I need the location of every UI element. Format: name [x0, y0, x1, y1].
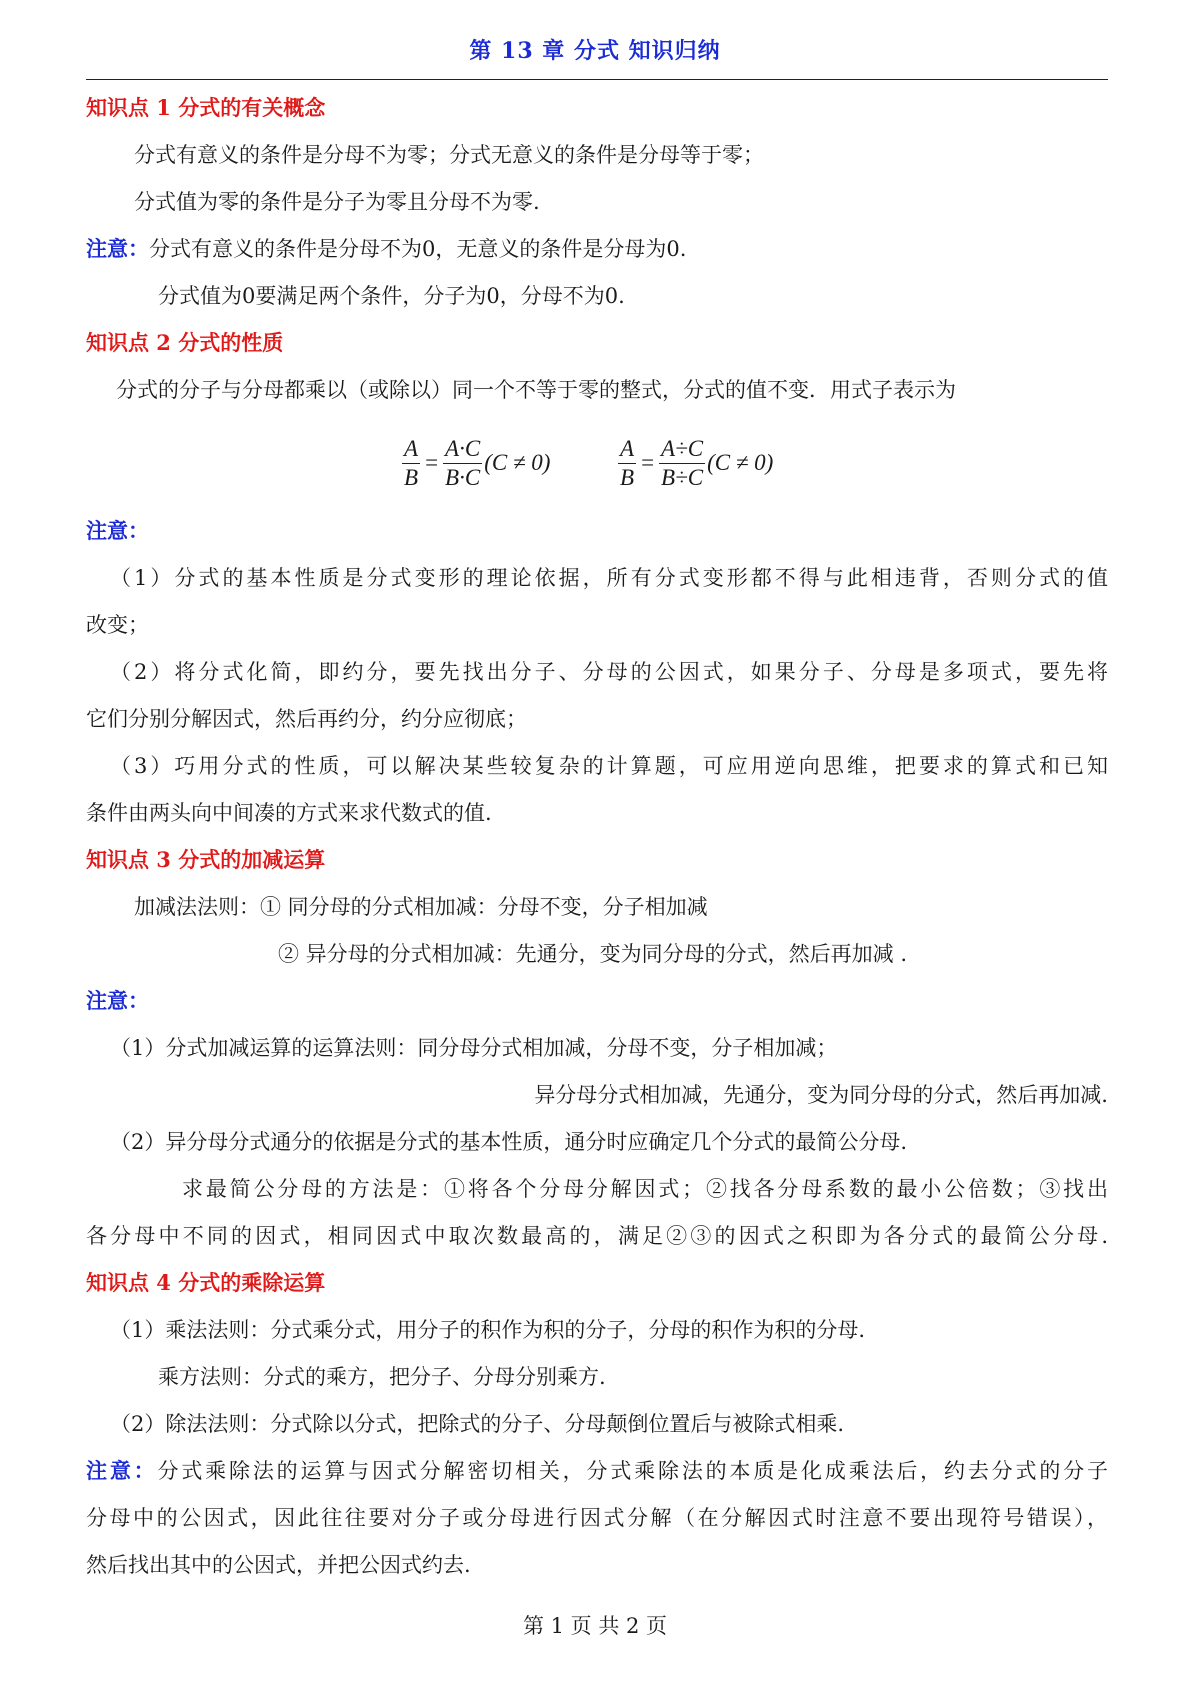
paragraph-continued: 各分母中不同的因式，相同因式中取次数最高的，满足②③的因式之积即为各分式的最简公分母. — [86, 1224, 1108, 1248]
numerator: A — [402, 436, 420, 464]
note-paragraph-continued: 分式值为0要满足两个条件，分子为0，分母不为0. — [158, 284, 625, 308]
paragraph-continued: 改变； — [86, 613, 149, 637]
section-heading-1: 知识点 1 分式的有关概念 — [86, 95, 326, 120]
paragraph-continued: 它们分别分解因式，然后再约分，约分应彻底； — [86, 707, 527, 731]
paragraph: 分式的分子与分母都乘以（或除以）同一个不等于零的整式，分式的值不变．用式子表示为 — [116, 378, 956, 402]
note-paragraph-continued: 然后找出其中的公因式，并把公因式约去. — [86, 1553, 471, 1577]
formula-condition: (C ≠ 0) — [484, 450, 551, 475]
page-title: 第 13 章 分式 知识归纳 — [469, 38, 721, 64]
note-paragraph-continued: 分母中的公因式，因此往往要对分子或分母进行因式分解（在分解因式时注意不要出现符号错误）， — [86, 1506, 1108, 1530]
fraction-rhs — [443, 436, 482, 491]
note-text: 分式乘除法的运算与因式分解密切相关，分式乘除法的本质是化成乘法后，约去分式的分子 — [157, 1459, 1108, 1483]
note-text: 分式有意义的条件是分母不为0，无意义的条件是分母为0. — [149, 237, 687, 261]
note-paragraph — [86, 234, 1108, 264]
rule-line: 加减法法则：① 同分母的分式相加减：分母不变，分子相加减 — [134, 895, 708, 919]
paragraph: （2）除法法则：分式除以分式，把除式的分子、分母颠倒位置后与被除式相乘. — [110, 1412, 845, 1436]
paragraph: 乘方法则：分式的乘方，把分子、分母分别乘方. — [158, 1365, 606, 1389]
note-paragraph — [86, 1456, 1108, 1486]
paragraph: 分式值为零的条件是分子为零且分母不为零. — [134, 190, 540, 214]
rule-line: ② 异分母的分式相加减：先通分，变为同分母的分式，然后再加减 . — [278, 942, 908, 966]
page-number: 第 1 页 共 2 页 — [522, 1614, 668, 1638]
note-label: 注意： — [86, 988, 149, 1013]
paragraph: 分式有意义的条件是分母不为零；分式无意义的条件是分母等于零； — [134, 143, 764, 167]
equals-sign: = — [641, 450, 655, 475]
fraction-rhs — [659, 436, 705, 491]
section-heading-3: 知识点 3 分式的加减运算 — [86, 847, 326, 872]
formula-condition: (C ≠ 0) — [707, 450, 774, 475]
paragraph: （1）分式的基本性质是分式变形的理论依据，所有分式变形都不得与此相违背，否则分式的值 — [110, 566, 1108, 590]
equals-sign: = — [425, 450, 439, 475]
fraction-lhs — [618, 436, 636, 491]
numerator: A·C — [443, 436, 482, 464]
paragraph: （1）乘法法则：分式乘分式，用分子的积作为积的分子，分母的积作为积的分母. — [110, 1318, 866, 1342]
header-divider — [86, 79, 1108, 80]
paragraph: （2）将分式化简，即约分，要先找出分子、分母的公因式，如果分子、分母是多项式，要先将 — [110, 660, 1108, 684]
paragraph: （2）异分母分式通分的依据是分式的基本性质，通分时应确定几个分式的最简公分母. — [110, 1130, 908, 1154]
fraction-lhs — [402, 436, 420, 491]
paragraph: （1）分式加减运算的运算法则：同分母分式相加减，分母不变，分子相加减； — [110, 1036, 838, 1060]
section-heading-4: 知识点 4 分式的乘除运算 — [86, 1270, 326, 1295]
denominator: B·C — [445, 464, 481, 490]
paragraph: （3）巧用分式的性质，可以解决某些较复杂的计算题，可应用逆向思维，把要求的算式和已知 — [110, 754, 1108, 778]
note-label: 注意： — [86, 1458, 158, 1483]
denominator: B — [404, 464, 419, 490]
denominator: B÷C — [661, 464, 704, 490]
note-label: 注意： — [86, 236, 149, 261]
note-label: 注意： — [86, 518, 149, 543]
paragraph: 求最简公分母的方法是：①将各个分母分解因式；②找各分母系数的最小公倍数；③找出 — [182, 1177, 1108, 1201]
numerator: A — [618, 436, 636, 464]
paragraph-continued: 条件由两头向中间凑的方式来求代数式的值. — [86, 801, 492, 825]
formula-divide — [616, 428, 773, 498]
denominator: B — [620, 464, 635, 490]
formula-multiply — [400, 428, 550, 498]
section-heading-2: 知识点 2 分式的性质 — [86, 330, 284, 355]
numerator: A÷C — [659, 436, 705, 464]
paragraph-continued: 异分母分式相加减，先通分，变为同分母的分式，然后再加减. — [534, 1083, 1108, 1107]
